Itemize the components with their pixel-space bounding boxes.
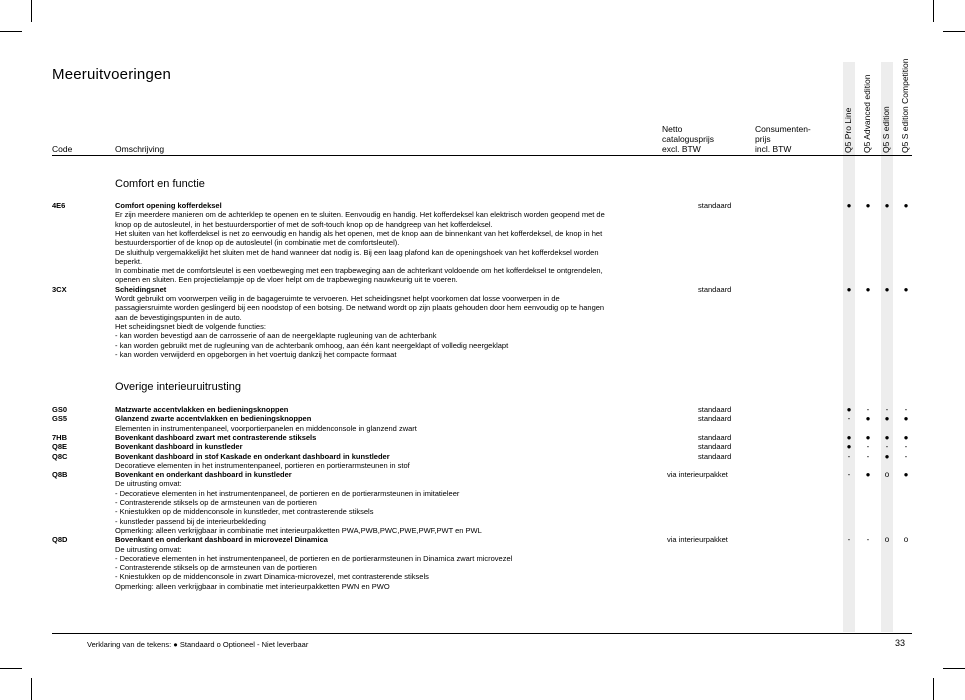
option-description: De uitrusting omvat: <box>115 479 182 489</box>
availability-mark: - <box>847 470 851 480</box>
header-consumer-price <box>755 124 811 154</box>
crop-mark <box>0 31 22 32</box>
availability-mark: - <box>904 405 908 414</box>
option-code: 4E6 <box>52 201 66 210</box>
availability-mark: ● <box>846 405 852 414</box>
availability-mark: - <box>904 442 908 452</box>
model-header: Q5 Advanced edition <box>862 74 872 153</box>
page-number: 33 <box>895 638 906 648</box>
availability-mark: ● <box>846 201 852 210</box>
option-price: standaard <box>698 414 732 424</box>
option-name: Bovenkant en onderkant dashboard in kunstleder <box>115 470 292 480</box>
availability-mark: ● <box>903 432 909 442</box>
option-description: - kan worden gebruikt met de rugleuning van de achterbank omhoog, aan één kant neergeklapt of volledig neergeklapt <box>115 340 509 350</box>
option-price: standaard <box>698 432 732 442</box>
option-description: - Kniestukken op de middenconsole in zwart Dinamica-microvezel, met contrasterende stiksels <box>115 572 429 582</box>
option-code: GS0 <box>52 405 68 414</box>
option-description: Opmerking: alleen verkrijgbaar in combinatie met interieurpakketten PWA,PWB,PWC,PWE,PWF,PWT en PWL <box>115 525 482 535</box>
page-title: Meeruitvoeringen <box>52 66 172 83</box>
availability-mark: - <box>904 451 908 461</box>
option-description-line <box>52 582 912 592</box>
availability-mark: ● <box>884 451 890 461</box>
section-title: Comfort en functie <box>115 178 205 190</box>
availability-mark: ● <box>884 432 890 442</box>
model-header: Q5 Pro Line <box>843 107 853 153</box>
option-name: Bovenkant dashboard in kunstleder <box>115 442 243 452</box>
option-code: Q8E <box>52 442 68 452</box>
availability-mark: ● <box>865 432 871 442</box>
option-code: Q8D <box>52 535 68 545</box>
option-description: - Decoratieve elementen in het instrumentenpaneel, de portieren en de portierarmsteunen in Dinamica zwart microvezel <box>115 553 513 563</box>
option-description: Wordt gebruikt om voorwerpen veilig in de bagageruimte te vervoeren. Het scheidingsnet helpt voorkomen dat losse voorwerpen in de <box>115 294 560 303</box>
header-rule <box>52 155 912 156</box>
header-consumer-line: prijs <box>755 134 771 144</box>
option-code: 3CX <box>52 284 67 294</box>
legend-footer: Verklaring van de tekens: ● Standaard o Optioneel - Niet leverbaar <box>87 640 309 649</box>
crop-mark <box>0 668 22 669</box>
option-name: Scheidingsnet <box>115 284 167 294</box>
header-consumer-line: incl. BTW <box>755 144 792 154</box>
crop-mark <box>31 678 32 700</box>
availability-mark: ● <box>865 414 871 424</box>
option-description: De uitrusting omvat: <box>115 544 182 554</box>
availability-mark: o <box>884 535 890 545</box>
header-consumer-line: Consumenten- <box>755 124 811 134</box>
header-code: Code <box>52 144 73 154</box>
option-name: Bovenkant dashboard zwart met contrasterende stiksels <box>115 432 317 442</box>
option-description: Elementen in instrumentenpaneel, voorportierpanelen en middenconsole in glanzend zwart <box>115 423 417 433</box>
option-name: Glanzend zwarte accentvlakken en bedieningsknoppen <box>115 414 312 424</box>
option-description: - kunstleder passend bij de interieurbekleding <box>115 516 266 526</box>
option-description: Het sluiten van het kofferdeksel is net zo eenvoudig en handig als het openen, met de knop aan de binnenkant van het kofferdeksel, de knop in het <box>115 228 603 238</box>
option-description: - Contrasterende stiksels op de armsteunen van de portieren <box>115 563 317 573</box>
availability-mark: ● <box>865 284 871 294</box>
option-description: aan de bevestigingspunten in de auto. <box>115 312 242 322</box>
option-price: via interieurpakket <box>667 535 728 545</box>
crop-mark <box>943 31 965 32</box>
availability-mark: ● <box>865 201 871 210</box>
header-description: Omschrijving <box>115 144 165 154</box>
option-description: knop op de autosleutel, in het bestuurdersportier of met de soft-touch knop op de handgreep van het kofferdeksel. <box>115 219 493 229</box>
option-description: De sluithulp vergemakkelijkt het sluiten met de hand wanneer dat nodig is. Bij een laag plafond kan de openingshoek van het kofferdeksel worden <box>115 247 599 257</box>
availability-mark: - <box>885 405 889 414</box>
option-code: Q8B <box>52 470 68 480</box>
option-description: Het scheidingsnet biedt de volgende functies: <box>115 321 266 331</box>
option-description: Opmerking: alleen verkrijgbaar in combinatie met interieurpakketten PWN en PWO <box>115 581 390 591</box>
option-price: via interieurpakket <box>667 470 728 480</box>
crop-mark <box>31 0 32 22</box>
option-name: Matzwarte accentvlakken en bedieningsknoppen <box>115 405 289 414</box>
availability-mark: - <box>866 451 870 461</box>
option-description: - kan worden verwijderd en opgeborgen in het voertuig dankzij het compacte formaat <box>115 349 397 359</box>
option-code: GS5 <box>52 414 68 424</box>
availability-mark: ● <box>903 284 909 294</box>
availability-mark: - <box>866 535 870 545</box>
section-title: Overige interieuruitrusting <box>115 381 241 393</box>
option-price: standaard <box>698 284 732 294</box>
option-description: - Contrasterende stiksels op de armsteunen van de portieren <box>115 498 317 507</box>
availability-mark: o <box>903 535 909 545</box>
option-description: passagiersruimte worden geslingerd bij een noodstop of een botsing. De netwand wordt op zijn plaats gehouden door hem eenvoudig op te hangen <box>115 303 605 313</box>
availability-mark: ● <box>903 414 909 424</box>
option-name: Comfort opening kofferdeksel <box>115 201 222 210</box>
header-netto-line: catalogusprijs <box>662 134 714 144</box>
availability-mark: - <box>847 414 851 424</box>
availability-mark: ● <box>846 442 852 452</box>
option-code: Q8C <box>52 451 68 461</box>
option-name: Bovenkant en onderkant dashboard in microvezel Dinamica <box>115 535 328 545</box>
availability-mark: ● <box>903 470 909 480</box>
option-price: standaard <box>698 201 732 210</box>
header-netto-line: excl. BTW <box>662 144 701 154</box>
availability-mark: - <box>847 535 851 545</box>
footer-rule <box>52 633 912 634</box>
model-header: Q5 S edition <box>881 106 891 153</box>
availability-mark: - <box>847 451 851 461</box>
option-description: - Decoratieve elementen in het instrumentenpaneel, de portieren en de portierarmsteunen in imitatieleer <box>115 488 460 498</box>
option-description: bestuurdersportier of de knop op de autosleutel (in combinatie met de comfortsleutel). <box>115 238 400 248</box>
availability-mark: ● <box>865 470 871 480</box>
option-description: - kan worden bevestigd aan de carrosserie of aan de neergeklapte rugleuning van de achterbank <box>115 331 437 341</box>
model-header: Q5 S edition Competition <box>900 58 910 153</box>
option-price: standaard <box>698 442 732 452</box>
option-code: 7HB <box>52 432 68 442</box>
option-description: beperkt. <box>115 256 143 266</box>
availability-mark: ● <box>884 201 890 210</box>
option-price: standaard <box>698 405 732 414</box>
availability-mark: ● <box>846 432 852 442</box>
option-description: In combinatie met de comfortsleutel is een voetbeweging met een trapbeweging aan de achterkant voldoende om het kofferdeksel te ontgrendelen, <box>115 266 603 276</box>
option-description: - Kniestukken op de middenconsole in kunstleder, met contrasterende stiksels <box>115 507 374 517</box>
availability-mark: ● <box>903 201 909 210</box>
option-name: Bovenkant dashboard in stof Kaskade en onderkant dashboard in kunstleder <box>115 451 390 461</box>
availability-mark: - <box>885 442 889 452</box>
availability-mark: ● <box>884 414 890 424</box>
availability-mark: ● <box>884 284 890 294</box>
option-description: Er zijn meerdere manieren om de achterklep te openen en te sluiten. Eenvoudig en handig. Het kofferdeksel kan elektrisch worden geopend met de <box>115 210 605 220</box>
header-netto-price <box>662 124 714 154</box>
option-price: standaard <box>698 451 732 461</box>
availability-mark: - <box>866 442 870 452</box>
header-netto-line: Netto <box>662 124 683 134</box>
availability-mark: ● <box>846 284 852 294</box>
option-description-line <box>52 350 912 360</box>
availability-mark: o <box>884 470 890 480</box>
availability-mark: - <box>866 405 870 414</box>
crop-mark <box>933 0 934 22</box>
crop-mark <box>933 678 934 700</box>
option-description: Decoratieve elementen in het instrumentenpaneel, portieren en portierarmsteunen in stof <box>115 460 410 470</box>
crop-mark <box>943 668 965 669</box>
option-description: openen en sluiten. Een projectielampje op de vloer helpt om de trapbeweging nauwkeurig uit te voeren. <box>115 275 458 285</box>
